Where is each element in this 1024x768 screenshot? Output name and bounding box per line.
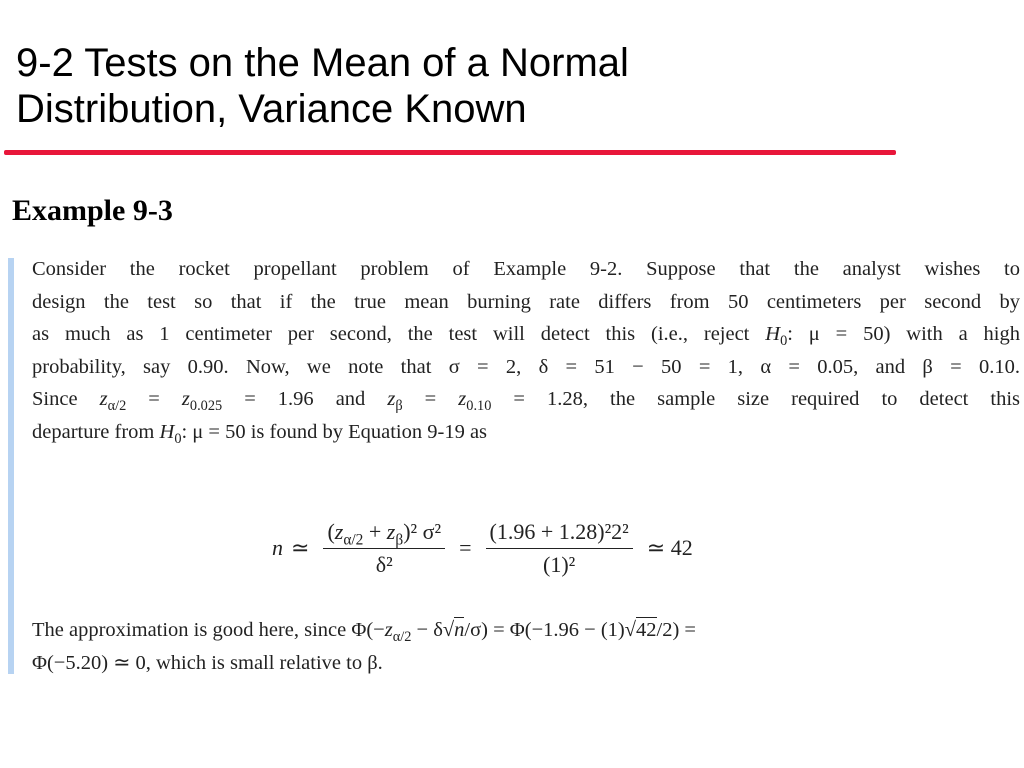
- equation-result: ≃ 42: [646, 535, 693, 560]
- fraction-2-denominator: (1)²: [543, 551, 576, 577]
- example-paragraph-2: [32, 614, 1020, 679]
- sample-size-equation: [272, 500, 701, 596]
- equation-n: n: [272, 535, 283, 560]
- slide-title: [16, 40, 916, 132]
- paragraph-1-line-6: departure from $H_0$: μ = 50 is found by Equation 9-19 as: [32, 420, 488, 447]
- fraction-1-denominator: δ²: [375, 551, 393, 577]
- paragraph-1-line-3: as much as 1 centimeter per second, the test will detect this (i.e., reject $H_0$: μ = 50) with a high: [32, 323, 1020, 350]
- slide-title-line-1: 9-2 Tests on the Mean of a Normal: [16, 41, 629, 85]
- example-paragraph-1: [32, 253, 1020, 448]
- equation-approx-symbol: ≃: [291, 535, 310, 560]
- fraction-2-numerator: (1.96 + 1.28)²2²: [486, 519, 633, 549]
- fraction-1-numerator: $(z_{\alpha/2} + z_\beta)^2$ σ²: [323, 519, 445, 549]
- paragraph-1-line-1: Consider the rocket propellant problem of Example 9-2. Suppose that the analyst wishes to: [32, 258, 1020, 280]
- equation-equals-symbol: =: [459, 535, 472, 560]
- example-heading: Example 9-3: [12, 194, 173, 227]
- equation-fraction-1: [323, 519, 445, 578]
- paragraph-1-line-2: design the test so that if the true mean burning rate differs from 50 centimeters per second by: [32, 290, 1020, 313]
- equation-fraction-2: [486, 519, 633, 578]
- title-underline-rule: [4, 150, 896, 155]
- slide-title-line-2: Distribution, Variance Known: [16, 87, 527, 131]
- text-block-side-bar: [8, 258, 14, 674]
- paragraph-1-line-5: Since $z_{\alpha/2} = z_{0.025} = 1.96$ and $z_\beta = z_{0.10} = 1.28$, the sample size required to detect this: [32, 388, 1021, 415]
- paragraph-1-line-4: probability, say 0.90. Now, we note that σ = 2, δ = 51 − 50 = 1, α = 0.05, and β = 0.10.: [32, 355, 1020, 378]
- paragraph-2-line-1: The approximation is good here, since $\Phi(-z_{\alpha/2} - \delta√n/\sigma) = \Phi(-1.96 - (1)√42/2)$ =: [32, 619, 696, 646]
- paragraph-2-line-2: Φ(−5.20) ≃ 0, which is small relative to β.: [32, 651, 383, 674]
